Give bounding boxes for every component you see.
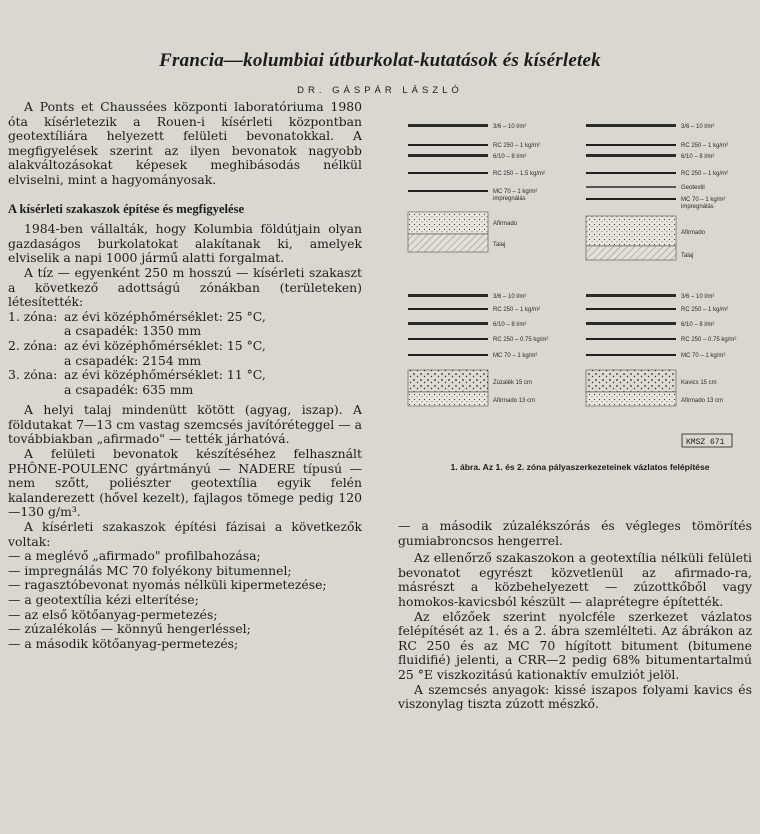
layer-label: 6/10 – 8 l/m²	[681, 322, 715, 328]
structure-top-right	[586, 124, 728, 260]
list-item: — zúzalékolás — könnyű hengerléssel;	[8, 621, 251, 637]
zone-label: 2. zóna:	[8, 337, 58, 353]
paragraph: 1984-ben vállalták, hogy Kolumbia földútjain olyan gazdaságos burkolatokat alakítanak ki, amelyek elviselik a napi 1000 jármű alatti forgalmat.	[8, 221, 362, 266]
list-item: — a meglévő „afirmado" profilbahozása;	[8, 548, 261, 564]
article-title: Francia—kolumbiai útburkolat-kutatások és kísérletek	[159, 50, 601, 71]
zone-list	[8, 310, 362, 398]
layer-label: Afirmado 13 cm	[493, 398, 536, 404]
zone-temp: az évi középhőmérséklet: 11 °C,	[64, 367, 266, 383]
paragraph: A tíz — egyenként 250 m hosszú — kísérleti szakaszt a következő adottságú zónákban (területeken) létesítették:	[8, 264, 362, 310]
layer-label: 3/6 – 10 l/m²	[681, 124, 715, 130]
zone-rain: a csapadék: 2154 mm	[64, 352, 202, 368]
layer-label: MC 70 – 1 kg/m²	[681, 197, 726, 203]
zone-label: 1. zóna:	[8, 308, 58, 324]
layer-label: Afirmado	[493, 221, 518, 227]
list-item: — ragasztóbevonat nyomás nélküli kipermetezése;	[8, 577, 327, 593]
layer-label: 6/10 – 8 l/m²	[681, 154, 715, 160]
step-list	[8, 549, 362, 651]
layer-label: MC 70 – 1 kg/m²	[493, 353, 538, 359]
zone-item	[8, 368, 362, 383]
right-column	[398, 519, 752, 712]
paragraph: A szemcsés anyagok: kissé iszapos folyami kavics és viszonylag tiszta zúzott mészkő.	[398, 681, 752, 712]
zone-rain: a csapadék: 635 mm	[64, 381, 194, 397]
paragraph: A helyi talaj mindenütt kötött (agyag, iszap). A földutakat 7—13 cm vastag szemcsés javítóréteggel — a továbbiakban „afirmado" — tették járhatóvá.	[8, 402, 362, 447]
layer-label: Afirmado	[681, 230, 706, 236]
paragraph: A kísérleti szakaszok építési fázisai a következők voltak:	[8, 519, 362, 549]
layer-label: Zúzalék 15 cm	[493, 380, 533, 386]
zone-temp: az évi középhőmérséklet: 25 °C,	[64, 308, 266, 324]
zone-item	[8, 339, 362, 354]
zone-temp: az évi középhőmérséklet: 15 °C,	[64, 337, 266, 353]
list-item: — a geotextília kézi elterítése;	[8, 592, 199, 607]
list-item: — az első kötőanyag-permetezés;	[8, 606, 218, 622]
layer-label: Geotextil	[681, 185, 705, 191]
layer-label: 3/6 – 10 l/m²	[681, 294, 715, 300]
layer-label: RC 250 – 1.5 kg/m²	[493, 171, 546, 177]
layer-label: MC 70 – 1 kg/m²	[493, 189, 538, 195]
layer-label: RC 250 – 1 kg/m²	[493, 307, 541, 313]
zone-label: 3. zóna:	[8, 367, 58, 383]
layer-label: RC 250 – 1 kg/m²	[493, 143, 541, 149]
figure-stamp	[682, 434, 732, 447]
paragraph: Az ellenőrző szakaszokon a geotextília nélküli felületi bevonatot egyrészt közvetlenül az afirmado-ra, másrészt a közbehelyezett — zúzottkőből vagy homokos-kavicsból készült — alaprétegre építették.	[398, 550, 752, 609]
layer-label: RC 250 – 1 kg/m²	[681, 143, 729, 149]
section-heading: A kísérleti szakaszok építése és megfigyelése	[8, 201, 245, 216]
structure-bottom-right	[586, 294, 736, 406]
intro-paragraph: A Ponts et Chaussées központi laboratóriuma 1980 óta kísérletezik a Rouen-i kísérleti központban geotextíliára helyezett felületi bevonatokkal. A megfigyelések szerint az ilyen bevonatok nagyobb alakváltozásokat képesek meghibásodás nélkül elviselni, mint a hagyományosak.	[8, 99, 362, 187]
layer-label: RC 250 – 0.75 kg/m²	[681, 337, 737, 343]
pavement-structure-figure	[398, 108, 752, 488]
layer-label: RC 250 – 1 kg/m²	[681, 171, 729, 177]
paragraph: A felületi bevonatok készítéséhez felhasznált PHÔNE-POULENC gyártmányú — NADERE típusú — nem szőtt, poliészter geotextília egyik felén kalanderezett (hővel kezelt), fajlagos tömege pedig 120—130 g/m³.	[8, 446, 362, 520]
layer-label: 6/10 – 8 l/m²	[493, 154, 527, 160]
layer-label: Talaj	[681, 253, 694, 259]
zone-rain: a csapadék: 1350 mm	[64, 323, 202, 339]
layer-label: 3/6 – 10 l/m²	[493, 294, 527, 300]
layer-label: impregnálás	[493, 196, 526, 202]
article-author: DR. GÁSPÁR LÁSZLÓ	[297, 85, 463, 96]
layer-label: Talaj	[493, 242, 506, 248]
zone-item	[8, 310, 362, 325]
structure-top-left	[408, 124, 545, 252]
layer-label: impregnálás	[681, 204, 714, 210]
paragraph: Az előzőek szerint nyolcféle szerkezet vázlatos felépítését az 1. és a 2. ábra szemlélteti. Az ábrákon az RC 250 és az MC 70 hígított bitument (bitumene fluidifié) jelenti, a CRR—2 pedig 68% bitumentartalmú 25 °E viszkozitású kationaktív emulziót jelöl.	[398, 608, 752, 682]
layer-label: Kavics 15 cm	[681, 380, 717, 386]
figure-caption: 1. ábra. Az 1. és 2. zóna pályaszerkezeteinek vázlatos felépítése	[450, 462, 710, 472]
stamp-text: KMSZ 671	[686, 438, 725, 447]
layer-label: RC 250 – 1 kg/m²	[681, 307, 729, 313]
layer-label: Afirmado 13 cm	[681, 398, 724, 404]
structure-bottom-left	[408, 294, 548, 406]
layer-label: 6/10 – 8 l/m²	[493, 322, 527, 328]
layer-label: MC 70 – 1 kg/m²	[681, 353, 726, 359]
paragraph: — a második zúzalékszórás és végleges tömörítés gumiabroncsos hengerrel.	[398, 518, 752, 548]
layer-label: RC 250 – 0.75 kg/m²	[493, 337, 549, 343]
list-item: — a második kötőanyag-permetezés;	[8, 635, 239, 651]
layer-label: 3/6 – 10 l/m²	[493, 124, 527, 130]
list-item: — impregnálás MC 70 folyékony bitumennel;	[8, 562, 292, 578]
left-column	[8, 100, 362, 651]
